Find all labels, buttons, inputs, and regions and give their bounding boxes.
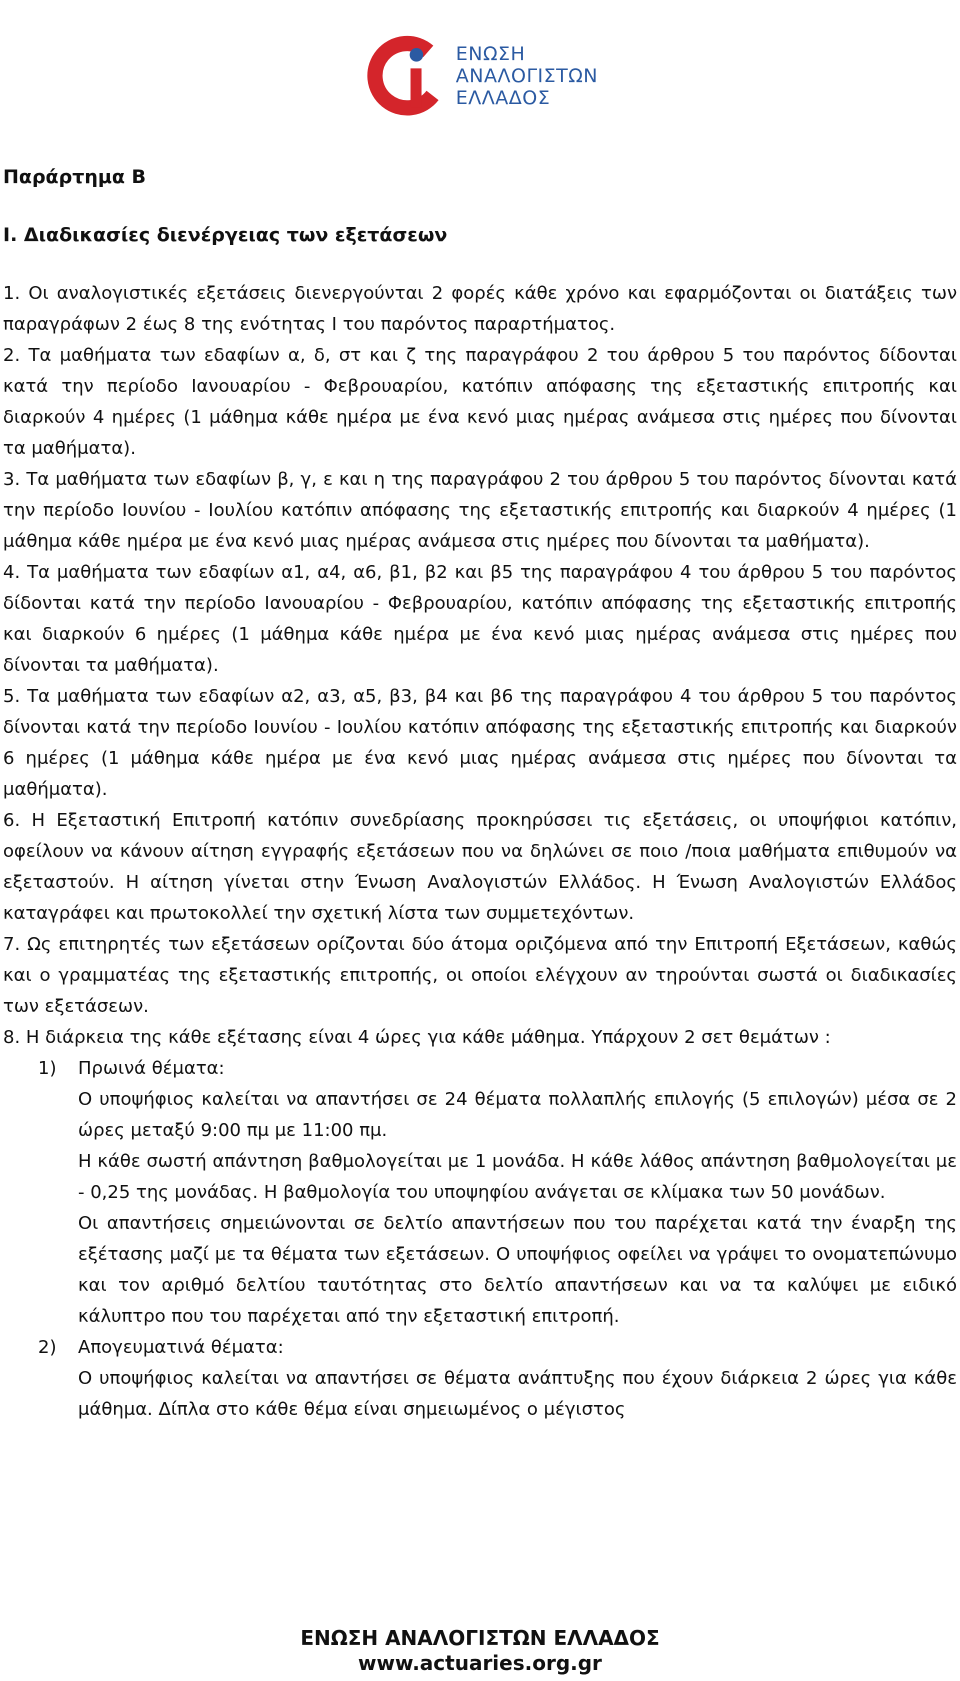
paragraph-2: 2. Τα μαθήματα των εδαφίων α, δ, στ και ζ της παραγράφου 2 του άρθρου 5 του παρόντος δίδονται κατά την περίοδο Ιανουαρίου - Φεβρουαρίου, κατόπιν απόφασης της εξεταστικής επιτροπής και διαρκούν 4 ημέρες (1 μάθημα κάθε ημέρα με ένα κενό μιας ημέρας ανάμεσα στις ημέρες που δίνονται τα μαθήματα). <box>3 345 957 459</box>
paragraph-7: 7. Ως επιτηρητές των εξετάσεων ορίζονται δύο άτομα οριζόμενα από την Επιτροπή Εξετάσεων, καθώς και ο γραμματέας της εξεταστικής επιτροπής, οι οποίοι ελέγχουν αν τηρούνται σωστά οι διαδικασίες των εξετάσεων. <box>3 934 957 1017</box>
list-number: 1) <box>38 1058 57 1079</box>
list-item-text: Ο υποψήφιος καλείται να απαντήσει σε θέματα ανάπτυξης που έχουν διάρκεια 2 ώρες για κάθε μάθημα. Δίπλα στο κάθε θέμα είναι σημειωμένος ο μέγιστος <box>78 1368 957 1420</box>
logo-line-1: ΕΝΩΣΗ <box>455 43 526 65</box>
paragraph-8: 8. Η διάρκεια της κάθε εξέτασης είναι 4 ώρες για κάθε μάθημα. Υπάρχουν 2 σετ θεμάτων : <box>3 1027 831 1048</box>
list-body <box>78 1053 957 1332</box>
section-title: Ι. Διαδικασίες διενέργειας των εξετάσεων <box>3 224 448 246</box>
list-item-text: Οι απαντήσεις σημειώνονται σε δελτίο απαντήσεων που του παρέχεται κατά την έναρξη της εξέτασης μαζί με τα θέματα των εξετάσεων. Ο υποψήφιος οφείλει να γράψει το ονοματεπώνυμο και τον αριθμό δελτίου ταυτότητας στο δελτίο απαντήσεων και να τα καλύψει με ειδικό κάλυπτρο που του παρέχεται από την εξεταστική επιτροπή. <box>78 1213 957 1327</box>
footer-org: ΕΝΩΣΗ ΑΝΑΛΟΓΙΣΤΩΝ ΕΛΛΑΔΟΣ <box>300 1626 660 1650</box>
list-item-title: Απογευματινά θέματα: <box>78 1337 284 1358</box>
logo-text <box>456 43 598 109</box>
document-body <box>3 162 957 1425</box>
logo-line-2: ΑΝΑΛΟΓΙΣΤΩΝ <box>455 65 598 87</box>
page-footer <box>0 1626 960 1676</box>
logo-line-3: ΕΛΛΑΔΟΣ <box>455 87 551 109</box>
paragraph-5: 5. Τα μαθήματα των εδαφίων α2, α3, α5, β3, β4 και β6 της παραγράφου 4 του άρθρου 5 του παρόντος δίνονται κατά την περίοδο Ιουνίου - Ιουλίου κατόπιν απόφασης της εξεταστικής επιτροπής και διαρκούν 6 ημέρες (1 μάθημα κάθε ημέρα με ένα κενό μιας ημέρας ανάμεσα στις ημέρες που δίνονται τα μαθήματα). <box>3 686 957 800</box>
paragraph-1: 1. Οι αναλογιστικές εξετάσεις διενεργούνται 2 φορές κάθε χρόνο και εφαρμόζονται οι διατάξεις των παραγράφων 2 έως 8 της ενότητας Ι του παρόντος παραρτήματος. <box>3 283 957 335</box>
list-item-title: Πρωινά θέματα: <box>78 1058 225 1079</box>
list-item-text: Ο υποψήφιος καλείται να απαντήσει σε 24 θέματα πολλαπλής επιλογής (5 επιλογών) μέσα σε 2 ώρες μεταξύ 9:00 πμ με 11:00 πμ. <box>78 1089 957 1141</box>
paragraph-3: 3. Τα μαθήματα των εδαφίων β, γ, ε και η της παραγράφου 2 του άρθρου 5 του παρόντος δίνονται κατά την περίοδο Ιουνίου - Ιουλίου κατόπιν απόφασης της εξεταστικής επιτροπής και διαρκούν 4 ημέρες (1 μάθημα κάθε ημέρα με ένα κενό μιας ημέρας ανάμεσα στις ημέρες που δίνονται τα μαθήματα). <box>3 469 957 552</box>
list-item-text: Η κάθε σωστή απάντηση βαθμολογείται με 1 μονάδα. Η κάθε λάθος απάντηση βαθμολογείται με - 0,25 της μονάδας. Η βαθμολογία του υποψηφίου ανάγεται σε κλίμακα των 50 μονάδων. <box>78 1151 957 1203</box>
list-item-afternoon <box>3 1332 957 1425</box>
logo-mark-icon <box>358 23 448 129</box>
annex-title: Παράρτημα Β <box>3 166 146 188</box>
paragraph-4: 4. Τα μαθήματα των εδαφίων α1, α4, α6, β1, β2 και β5 της παραγράφου 4 του άρθρου 5 του παρόντος δίδονται κατά την περίοδο Ιανουαρίου - Φεβρουαρίου, κατόπιν απόφασης της εξεταστικής επιτροπής και διαρκούν 6 ημέρες (1 μάθημα κάθε ημέρα με ένα κενό μιας ημέρας ανάμεσα στις ημέρες που δίνονται τα μαθήματα). <box>3 562 957 676</box>
logo <box>358 20 598 132</box>
list-number: 2) <box>38 1337 57 1358</box>
list-item-morning <box>3 1053 957 1332</box>
footer-url[interactable]: www.actuaries.org.gr <box>358 1651 602 1675</box>
paragraph-6: 6. Η Εξεταστική Επιτροπή κατόπιν συνεδρίασης προκηρύσσει τις εξετάσεις, οι υποψήφιοι κατόπιν, οφείλουν να κάνουν αίτηση εγγραφής εξετάσεων που να δηλώνει σε ποιο /ποια μαθήματα επιθυμούν να εξεταστούν. Η αίτηση γίνεται στην Ένωση Αναλογιστών Ελλάδος. Η Ένωση Αναλογιστών Ελλάδος καταγράφει και πρωτοκολλεί την σχετική λίστα των συμμετεχόντων. <box>3 810 957 924</box>
list-body <box>78 1332 957 1425</box>
